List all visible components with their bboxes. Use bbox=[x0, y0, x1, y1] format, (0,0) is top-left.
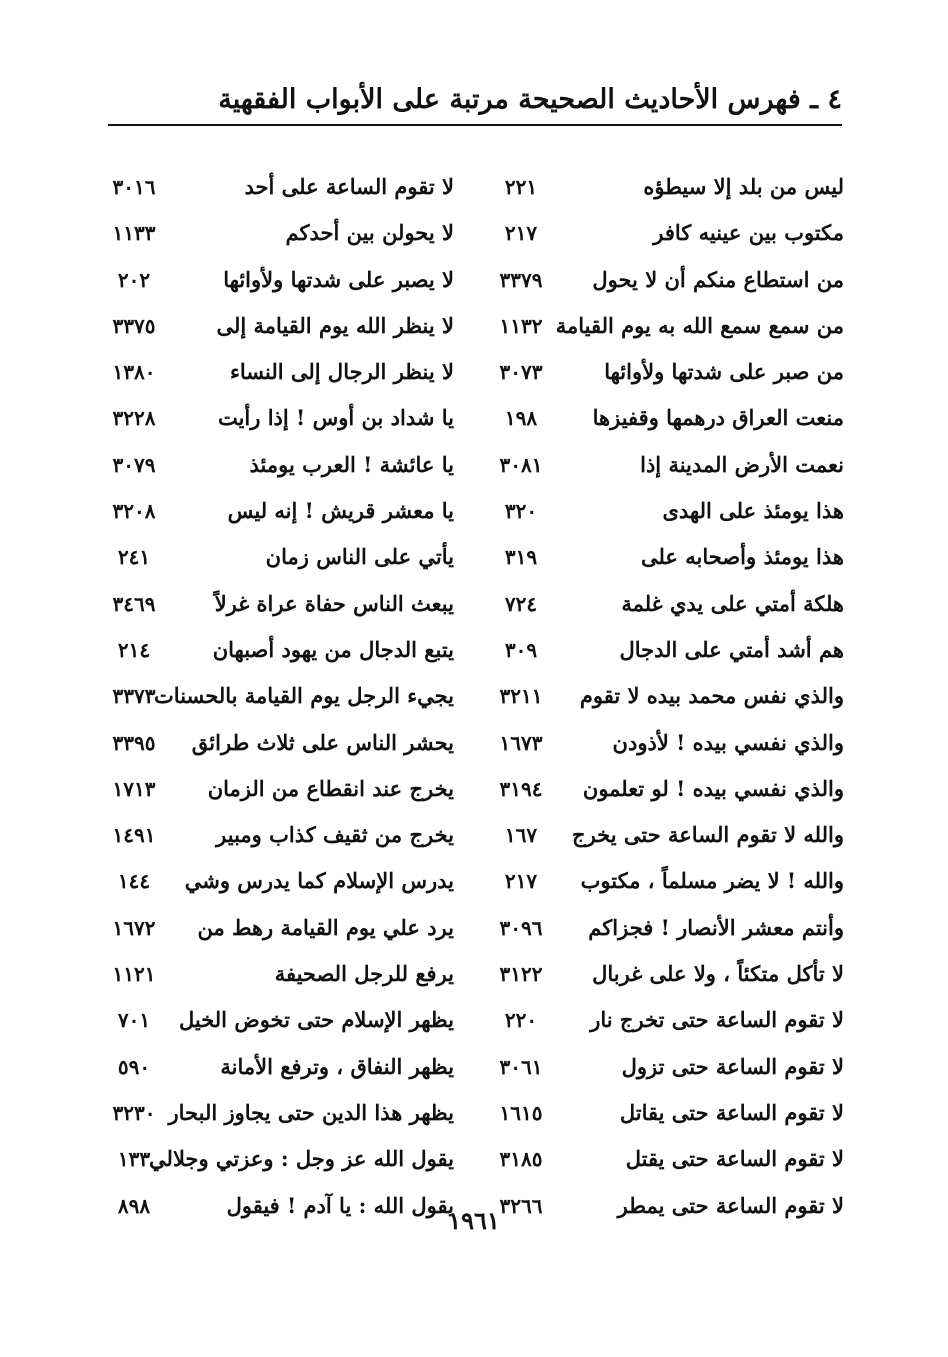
right-hadith-number: ٣٠٨١ bbox=[499, 452, 543, 477]
left-hadith-number: ١٧١٣ bbox=[112, 776, 156, 801]
right-hadith-number: ٣٣٧٩ bbox=[499, 267, 543, 292]
left-hadith-text: لا يصبر على شدتها ولأوائها bbox=[223, 266, 454, 292]
index-row bbox=[0, 766, 948, 812]
left-hadith-number: ٣٤٦٩ bbox=[112, 591, 156, 616]
right-hadith-text: ليس من بلد إلا سيطؤه bbox=[643, 174, 844, 199]
index-row bbox=[0, 488, 948, 534]
right-hadith-text: والذي نفسي بيده ! لأذودن bbox=[612, 729, 844, 755]
index-row bbox=[0, 349, 948, 395]
right-hadith-text: نعمت الأرض المدينة إذا bbox=[640, 451, 844, 477]
left-hadith-number: ١٣٨٠ bbox=[112, 360, 156, 385]
index-row bbox=[0, 812, 948, 858]
index-row bbox=[0, 442, 948, 488]
right-hadith-text: مكتوب بين عينيه كافر bbox=[653, 220, 844, 246]
right-hadith-number: ٣٠٩ bbox=[504, 637, 538, 662]
left-hadith-number: ٣٢٣٠ bbox=[112, 1100, 156, 1125]
index-row bbox=[0, 581, 948, 627]
right-hadith-text: من صبر على شدتها ولأوائها bbox=[604, 359, 844, 385]
left-hadith-number: ١٤٤ bbox=[117, 869, 151, 894]
right-hadith-text: لا تقوم الساعة حتى تخرج نار bbox=[590, 1007, 844, 1033]
left-hadith-number: ٣٣٩٥ bbox=[112, 730, 156, 755]
right-hadith-number: ٣٠٦١ bbox=[499, 1054, 543, 1079]
right-hadith-text: والذي نفسي بيده ! لو تعلمون bbox=[582, 775, 844, 801]
index-row bbox=[0, 858, 948, 904]
right-hadith-number: ١٦١٥ bbox=[499, 1100, 543, 1125]
left-hadith-number: ١١٣٣ bbox=[112, 221, 156, 246]
right-hadith-text: لا تقوم الساعة حتى تزول bbox=[621, 1053, 844, 1079]
left-hadith-text: لا ينظر الله يوم القيامة إلى bbox=[216, 312, 454, 338]
left-hadith-text: يبعث الناس حفاة عراة غرلاً bbox=[214, 590, 454, 616]
right-hadith-number: ٣٠٩٦ bbox=[499, 915, 543, 940]
left-hadith-number: ١٤٩١ bbox=[112, 823, 156, 848]
left-hadith-text: لا تقوم الساعة على أحد bbox=[244, 174, 454, 199]
right-hadith-number: ٣٢١١ bbox=[499, 684, 543, 709]
right-hadith-number: ٢١٧ bbox=[504, 221, 538, 246]
left-hadith-text: يرد علي يوم القيامة رهط من bbox=[197, 914, 454, 940]
right-hadith-number: ٣١٨٥ bbox=[499, 1147, 543, 1172]
left-hadith-text: يخرج من ثقيف كذاب ومبير bbox=[216, 822, 454, 848]
index-row bbox=[0, 997, 948, 1043]
index-row bbox=[0, 1090, 948, 1136]
left-hadith-number: ٣٢٠٨ bbox=[112, 499, 156, 524]
hadith-index-table bbox=[0, 164, 948, 1229]
left-hadith-number: ٣٣٧٥ bbox=[112, 313, 156, 338]
right-hadith-text: والله لا تقوم الساعة حتى يخرج bbox=[572, 822, 844, 848]
left-hadith-number: ١١٢١ bbox=[112, 962, 156, 987]
index-row bbox=[0, 395, 948, 441]
right-hadith-number: ٢٢١ bbox=[504, 175, 538, 199]
left-hadith-text: يظهر الإسلام حتى تخوض الخيل bbox=[178, 1007, 454, 1033]
left-hadith-number: ٢٤١ bbox=[117, 545, 151, 570]
right-hadith-text: لا تقوم الساعة حتى يمطر bbox=[617, 1192, 844, 1218]
left-hadith-text: يرفع للرجل الصحيفة bbox=[274, 961, 454, 987]
left-hadith-text: يتبع الدجال من يهود أصبهان bbox=[212, 636, 454, 662]
right-hadith-number: ٣٢٠ bbox=[504, 499, 538, 524]
left-hadith-text: يظهر هذا الدين حتى يجاوز البحار bbox=[168, 1099, 454, 1125]
left-hadith-text: يظهر النفاق ، وترفع الأمانة bbox=[220, 1053, 454, 1079]
index-row bbox=[0, 210, 948, 256]
left-hadith-text: يا عائشة ! العرب يومئذ bbox=[249, 451, 454, 477]
left-hadith-number: ١٣٣ bbox=[117, 1147, 151, 1172]
left-hadith-number: ٨٩٨ bbox=[117, 1193, 151, 1218]
index-row bbox=[0, 1136, 948, 1182]
right-hadith-number: ٧٢٤ bbox=[504, 591, 538, 616]
right-hadith-text: هذا يومئذ على الهدى bbox=[662, 498, 844, 524]
left-hadith-number: ٢١٤ bbox=[117, 637, 151, 662]
right-hadith-text: هلكة أمتي على يدي غلمة bbox=[621, 590, 844, 616]
right-hadith-number: ١٦٧٣ bbox=[499, 730, 543, 755]
left-hadith-number: ٥٩٠ bbox=[117, 1054, 151, 1079]
left-hadith-number: ٣٣٧٣ bbox=[112, 684, 156, 709]
right-hadith-number: ٢١٧ bbox=[504, 869, 538, 894]
left-hadith-number: ٣٠٧٩ bbox=[112, 452, 156, 477]
left-hadith-text: يخرج عند انقطاع من الزمان bbox=[207, 775, 454, 801]
left-hadith-number: ٢٠٢ bbox=[117, 267, 151, 292]
index-row bbox=[0, 720, 948, 766]
right-hadith-number: ١٩٨ bbox=[504, 406, 538, 431]
index-row bbox=[0, 951, 948, 997]
right-hadith-text: وأنتم معشر الأنصار ! فجزاكم bbox=[588, 914, 844, 940]
left-hadith-text: يأتي على الناس زمان bbox=[265, 544, 454, 570]
right-hadith-text: والله ! لا يضر مسلماً ، مكتوب bbox=[580, 868, 844, 894]
left-hadith-text: يقول الله عز وجل : وعزتي وجلالي bbox=[149, 1146, 454, 1172]
index-row bbox=[0, 534, 948, 580]
right-hadith-text: لا تقوم الساعة حتى يقاتل bbox=[619, 1099, 844, 1125]
index-row bbox=[0, 627, 948, 673]
page-header-title: ٤ ـ فهرس الأحاديث الصحيحة مرتبة على الأبواب الفقهية bbox=[218, 84, 842, 115]
right-hadith-number: ٢٢٠ bbox=[504, 1008, 538, 1033]
right-hadith-number: ٣١٩ bbox=[504, 545, 538, 570]
left-hadith-text: يقول الله : يا آدم ! فيقول bbox=[226, 1192, 454, 1218]
right-hadith-text: هذا يومئذ وأصحابه على bbox=[640, 544, 844, 570]
left-hadith-number: ٣٠١٦ bbox=[112, 175, 156, 199]
index-row bbox=[0, 1044, 948, 1090]
right-hadith-text: لا تقوم الساعة حتى يقتل bbox=[625, 1146, 844, 1172]
right-hadith-number: ٣٢٦٦ bbox=[499, 1193, 543, 1218]
right-hadith-text: منعت العراق درهمها وقفيزها bbox=[592, 405, 844, 431]
index-row bbox=[0, 257, 948, 303]
right-hadith-number: ٣١٩٤ bbox=[499, 776, 543, 801]
right-hadith-text: والذي نفس محمد بيده لا تقوم bbox=[579, 683, 844, 709]
left-hadith-text: يدرس الإسلام كما يدرس وشي bbox=[184, 868, 454, 894]
left-hadith-text: يا معشر قريش ! إنه ليس bbox=[227, 498, 454, 524]
right-hadith-number: ٣٠٧٣ bbox=[499, 360, 543, 385]
right-hadith-number: ٣١٢٢ bbox=[499, 962, 543, 987]
right-hadith-number: ١١٣٢ bbox=[499, 313, 543, 338]
left-hadith-text: لا يحولن بين أحدكم bbox=[285, 220, 454, 246]
right-hadith-text: لا تأكل متكئاً ، ولا على غربال bbox=[592, 961, 844, 987]
left-hadith-text: يحشر الناس على ثلاث طرائق bbox=[191, 729, 454, 755]
index-row bbox=[0, 673, 948, 719]
index-row bbox=[0, 303, 948, 349]
right-hadith-text: هم أشد أمتي على الدجال bbox=[619, 636, 844, 662]
right-hadith-text: من استطاع منكم أن لا يحول bbox=[592, 266, 844, 292]
index-row bbox=[0, 905, 948, 951]
left-hadith-number: ٣٢٢٨ bbox=[112, 406, 156, 431]
right-hadith-number: ١٦٧ bbox=[504, 823, 538, 848]
right-hadith-text: من سمع سمع الله به يوم القيامة bbox=[555, 312, 844, 338]
index-row bbox=[0, 164, 948, 210]
header-divider bbox=[108, 124, 842, 126]
left-hadith-text: يجيء الرجل يوم القيامة بالحسنات bbox=[154, 683, 454, 709]
page-number: ١٩٦١ bbox=[448, 1206, 500, 1235]
left-hadith-text: يا شداد بن أوس ! إذا رأيت bbox=[217, 405, 454, 431]
left-hadith-number: ٧٠١ bbox=[117, 1008, 151, 1033]
left-hadith-number: ١٦٧٢ bbox=[112, 915, 156, 940]
left-hadith-text: لا ينظر الرجال إلى النساء bbox=[230, 359, 454, 385]
